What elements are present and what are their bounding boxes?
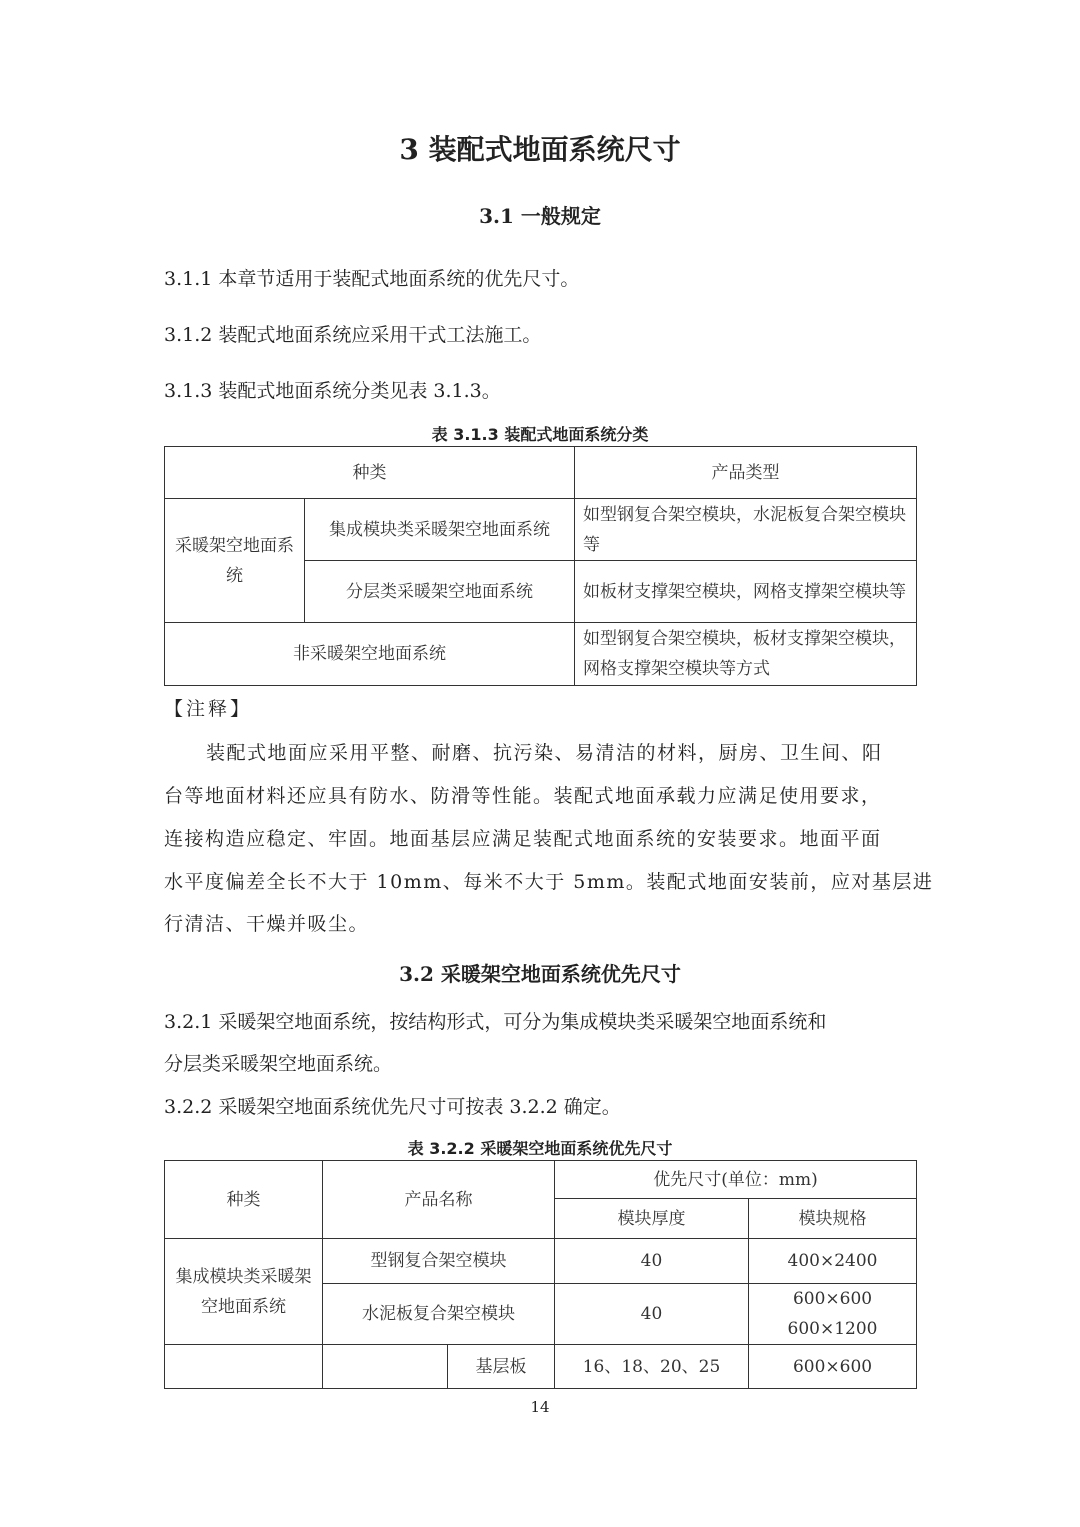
header-thickness: 模块厚度 (555, 1199, 749, 1239)
cell-thickness: 16、18、20、25 (555, 1345, 749, 1389)
page-number: 14 (530, 1398, 550, 1416)
note-line: 水平度偏差全长不大于 10mm、每米不大于 5mm。装配式地面安装前，应对基层进 (164, 871, 934, 893)
clause-3-1-2: 3.1.2 装配式地面系统应采用干式工法施工。 (164, 324, 542, 346)
cell-empty (323, 1345, 448, 1389)
cell-type: 如型钢复合架空模块，水泥板复合架空模块等 (575, 499, 917, 561)
cell-spec (749, 1284, 917, 1345)
header-spec: 模块规格 (749, 1199, 917, 1239)
cell-name: 基层板 (448, 1345, 555, 1389)
cell-spec: 400×2400 (749, 1239, 917, 1284)
clause-3-2-1-cont: 分层类采暖架空地面系统。 (164, 1053, 393, 1075)
cell-kind: 分层类采暖架空地面系统 (305, 561, 575, 623)
header-product-type: 产品类型 (575, 447, 917, 499)
note-line: 行清洁、干燥并吸尘。 (164, 913, 370, 935)
header-kind: 种类 (165, 447, 575, 499)
section-heading-3-2: 3.2 采暖架空地面系统优先尺寸 (399, 962, 681, 986)
cell-type: 如型钢复合架空模块，板材支撑架空模块，网格支撑架空模块等方式 (575, 623, 917, 686)
table-caption-3-2-2: 表 3.2.2 采暖架空地面系统优先尺寸 (407, 1139, 673, 1158)
header-preferred-size: 优先尺寸(单位：mm) (555, 1161, 917, 1199)
cell-empty (165, 1345, 323, 1389)
cell-thickness: 40 (555, 1284, 749, 1345)
chapter-title: 3 装配式地面系统尺寸 (399, 133, 681, 166)
note-line: 台等地面材料还应具有防水、防滑等性能。装配式地面承载力应满足使用要求， (164, 785, 882, 807)
note-label: 【注释】 (164, 698, 253, 720)
cell-thickness: 40 (555, 1239, 749, 1284)
spec-value: 600×600 (792, 1289, 873, 1309)
table-3-1-3 (164, 446, 917, 686)
group-integrated: 集成模块类采暖架空地面系统 (165, 1239, 323, 1345)
group-heating: 采暖架空地面系统 (165, 499, 305, 623)
header-kind: 种类 (165, 1161, 323, 1239)
clause-3-2-2: 3.2.2 采暖架空地面系统优先尺寸可按表 3.2.2 确定。 (164, 1096, 621, 1118)
cell-kind: 集成模块类采暖架空地面系统 (305, 499, 575, 561)
note-line: 装配式地面应采用平整、耐磨、抗污染、易清洁的材料，厨房、卫生间、阳 (206, 742, 883, 764)
cell-type: 如板材支撑架空模块，网格支撑架空模块等 (575, 561, 917, 623)
cell-kind: 非采暖架空地面系统 (165, 623, 575, 686)
clause-3-2-1: 3.2.1 采暖架空地面系统，按结构形式，可分为集成模块类采暖架空地面系统和 (164, 1011, 827, 1033)
header-product-name: 产品名称 (323, 1161, 555, 1239)
section-heading-3-1: 3.1 一般规定 (479, 204, 601, 228)
spec-value: 600×1200 (787, 1319, 878, 1339)
cell-name: 型钢复合架空模块 (323, 1239, 555, 1284)
cell-name: 水泥板复合架空模块 (323, 1284, 555, 1345)
clause-3-1-3: 3.1.3 装配式地面系统分类见表 3.1.3。 (164, 380, 501, 402)
table-3-2-2 (164, 1160, 917, 1389)
table-caption-3-1-3: 表 3.1.3 装配式地面系统分类 (431, 425, 649, 444)
clause-3-1-1: 3.1.1 本章节适用于装配式地面系统的优先尺寸。 (164, 268, 580, 290)
cell-spec: 600×600 (749, 1345, 917, 1389)
note-line: 连接构造应稳定、牢固。地面基层应满足装配式地面系统的安装要求。地面平面 (164, 828, 882, 850)
